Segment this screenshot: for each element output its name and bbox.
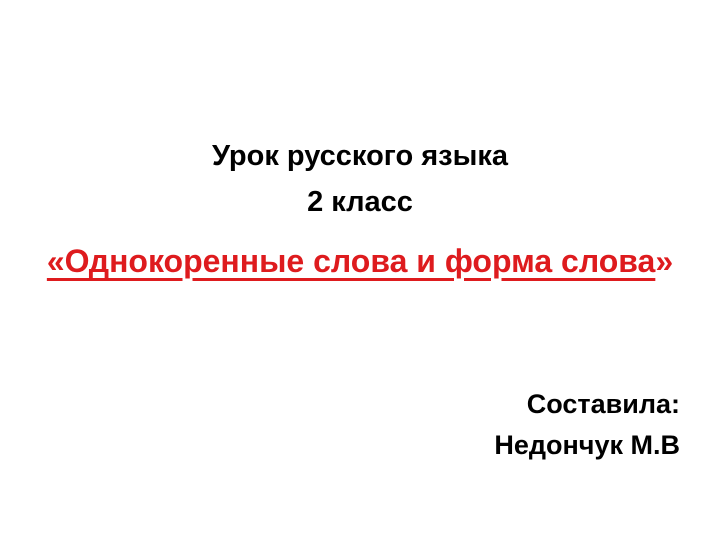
subtitle-underlined-text: «Однокоренные слова и форма слова [46,243,656,279]
title-line-1: Урок русского языка [212,140,508,172]
subtitle [45,238,675,285]
title-line-2: 2 класс [307,186,413,218]
title-block [0,133,720,285]
subtitle-closing-quote: » [655,243,674,279]
author-block [494,384,680,466]
author-name: Недончук М.В [494,430,680,460]
author-label: Составила: [526,389,680,419]
